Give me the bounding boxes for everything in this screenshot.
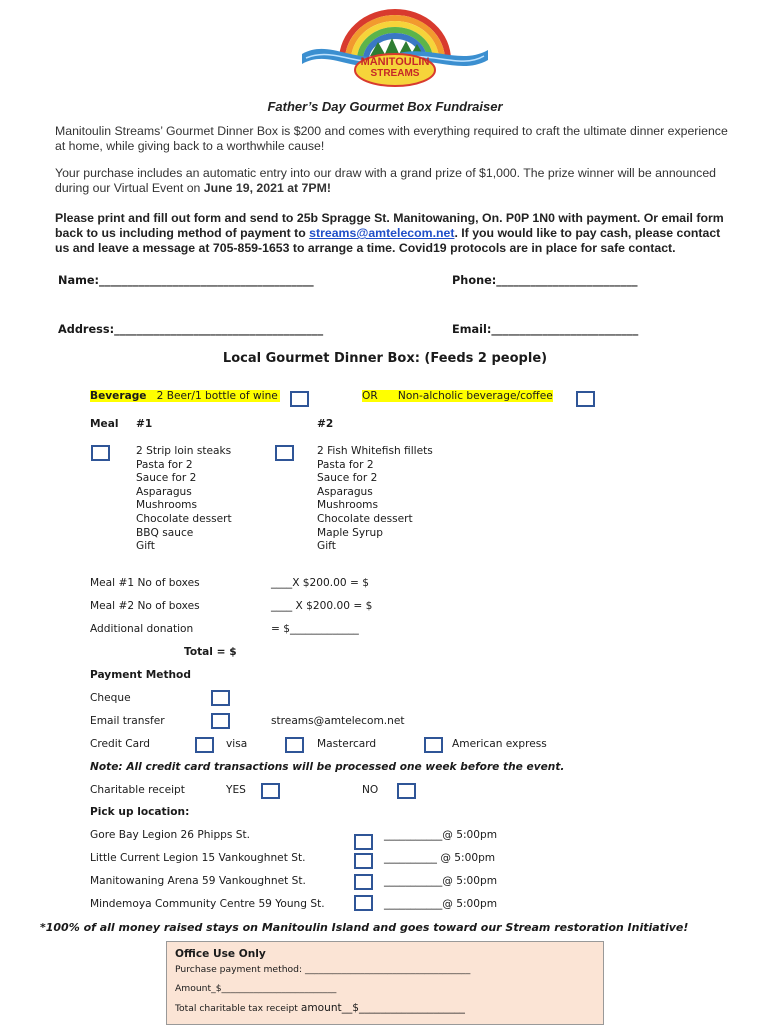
logo xyxy=(300,8,490,88)
meal-1-items xyxy=(136,445,232,554)
meal-2-items xyxy=(317,445,433,554)
list-item: Sauce for 2 xyxy=(136,472,197,485)
intro-paragraph: Manitoulin Streams’ Gourmet Dinner Box is $200 and comes with everything required to craft the ultimate dinner experience at home, while giving back to a worthwhile cause! xyxy=(55,124,728,153)
visa-checkbox[interactable] xyxy=(195,737,214,753)
footer-note: *100% of all money raised stays on Manitoulin Island and goes toward our Stream restoration Initiative! xyxy=(40,921,689,934)
beverage-option1-checkbox[interactable] xyxy=(290,391,309,407)
receipt-label: Charitable receipt xyxy=(90,784,185,796)
pickup-location-time[interactable]: ___________@ 5:00pm xyxy=(384,898,498,910)
office-use-box xyxy=(166,941,604,1025)
meal-2-checkbox[interactable] xyxy=(275,445,294,461)
pickup-location-time[interactable]: ___________@ 5:00pm xyxy=(384,829,498,841)
mastercard-checkbox[interactable] xyxy=(285,737,304,753)
list-item: Mushrooms xyxy=(136,499,198,512)
meal1-boxes-label: Meal #1 No of boxes xyxy=(90,577,200,589)
pickup-location-name: Gore Bay Legion 26 Phipps St. xyxy=(90,829,251,841)
draw-date: June 19, 2021 at 7PM! xyxy=(203,181,331,195)
meal-1-number: #1 xyxy=(136,418,153,430)
receipt-yes-checkbox[interactable] xyxy=(261,783,280,799)
meal-2-number: #2 xyxy=(317,418,334,430)
list-item: Gift xyxy=(136,540,155,553)
receipt-yes-label: YES xyxy=(226,784,246,796)
instructions-paragraph xyxy=(55,211,735,256)
office-title: Office Use Only xyxy=(175,948,266,960)
office-method-field[interactable]: Purchase payment method: ____________________________________ xyxy=(175,964,471,975)
etransfer-checkbox[interactable] xyxy=(211,713,230,729)
list-item: Pasta for 2 xyxy=(136,458,193,471)
payment-heading: Payment Method xyxy=(90,669,191,681)
amex-label: American express xyxy=(452,738,547,750)
visa-label: visa xyxy=(226,738,248,750)
beverage-option2: Non-alcholic beverage/coffee xyxy=(397,390,553,402)
logo-text-bottom: STREAMS xyxy=(370,68,420,79)
beverage-label: Beverage xyxy=(90,390,147,402)
pickup-location-checkbox[interactable] xyxy=(354,834,373,850)
list-item: Chocolate dessert xyxy=(317,512,413,525)
donation-field[interactable]: = $_____________ xyxy=(271,623,359,635)
list-item: Chocolate dessert xyxy=(136,512,232,525)
list-item: Asparagus xyxy=(136,485,192,498)
box-heading: Local Gourmet Dinner Box: (Feeds 2 people) xyxy=(222,351,548,366)
list-item: BBQ sauce xyxy=(136,526,194,539)
pickup-location-checkbox[interactable] xyxy=(354,895,373,911)
pickup-heading: Pick up location: xyxy=(90,806,190,818)
draw-paragraph xyxy=(55,166,735,196)
page-title: Father’s Day Gourmet Box Fundraiser xyxy=(267,99,503,114)
office-amount-field[interactable]: Amount_$_________________________ xyxy=(175,983,337,994)
cheque-checkbox[interactable] xyxy=(211,690,230,706)
pickup-location-checkbox[interactable] xyxy=(354,853,373,869)
credit-card-label: Credit Card xyxy=(90,738,151,750)
receipt-no-checkbox[interactable] xyxy=(397,783,416,799)
pickup-location-name: Manitowaning Arena 59 Vankoughnet St. xyxy=(90,875,306,887)
beverage-row xyxy=(90,390,280,402)
list-item: Pasta for 2 xyxy=(317,458,374,471)
office-tax-prefix: Total charitable tax receipt xyxy=(175,1003,301,1014)
etransfer-label: Email transfer xyxy=(90,715,165,727)
phone-field[interactable]: Phone:_________________________ xyxy=(452,274,638,287)
list-item: 2 Strip loin steaks xyxy=(136,445,232,457)
meal-1-checkbox[interactable] xyxy=(91,445,110,461)
draw-text: Your purchase includes an automatic entry into our draw with a grand prize of $1,000. The prize winner will be announced during our Virtual Event on xyxy=(55,166,717,195)
meal2-boxes-label: Meal #2 No of boxes xyxy=(90,600,200,612)
beverage-or: OR xyxy=(362,390,378,402)
donation-label: Additional donation xyxy=(90,623,194,635)
office-tax-field[interactable] xyxy=(175,1002,465,1014)
list-item: 2 Fish Whitefish fillets xyxy=(317,445,433,457)
mastercard-label: Mastercard xyxy=(317,738,377,750)
address-field[interactable]: Address:_____________________________________ xyxy=(58,323,324,336)
pickup-location-name: Little Current Legion 15 Vankoughnet St. xyxy=(90,852,306,864)
meal2-boxes-field[interactable]: ____ X $200.00 = $ xyxy=(271,600,373,612)
instructions-email-link[interactable]: streams@amtelecom.net xyxy=(309,226,455,240)
meal-label: Meal xyxy=(90,418,119,430)
amex-checkbox[interactable] xyxy=(424,737,443,753)
name-field[interactable]: Name:______________________________________ xyxy=(58,274,314,287)
beverage-option2-checkbox[interactable] xyxy=(576,391,595,407)
cheque-label: Cheque xyxy=(90,692,131,704)
instructions-part1: Please print and fill out form and send to 25b Spragge St. Manitowaning, On. P0P 1N0 with payment. Or email form back to us including method of payment to xyxy=(55,211,724,240)
etransfer-email: streams@amtelecom.net xyxy=(271,715,405,727)
list-item: Sauce for 2 xyxy=(317,472,378,485)
pickup-location-time[interactable]: __________ @ 5:00pm xyxy=(384,852,496,864)
list-item: Asparagus xyxy=(317,485,373,498)
list-item: Gift xyxy=(317,540,336,553)
list-item: Mushrooms xyxy=(317,499,379,512)
pickup-location-name: Mindemoya Community Centre 59 Young St. xyxy=(90,898,325,910)
list-item: Maple Syrup xyxy=(317,526,383,539)
beverage-option1: 2 Beer/1 bottle of wine xyxy=(156,390,278,402)
email-field[interactable]: Email:__________________________ xyxy=(452,323,639,336)
pickup-location-time[interactable]: ___________@ 5:00pm xyxy=(384,875,498,887)
meal1-boxes-field[interactable]: ____X $200.00 = $ xyxy=(271,577,369,589)
credit-card-note: Note: All credit card transactions will be processed one week before the event. xyxy=(90,761,565,773)
logo-text-top: MANITOULIN xyxy=(360,56,430,68)
instructions-part2: . If you would like to pay cash, please contact us and leave a message at 705-859-1653 to arrange a time. Covid19 protocols are in place for safe contact. xyxy=(55,226,721,255)
receipt-no-label: NO xyxy=(362,784,379,796)
office-tax-amount: amount__$____________________ xyxy=(300,1002,465,1014)
pickup-location-checkbox[interactable] xyxy=(354,874,373,890)
total-label[interactable]: Total = $ xyxy=(184,646,237,658)
beverage-or-row xyxy=(362,390,553,402)
